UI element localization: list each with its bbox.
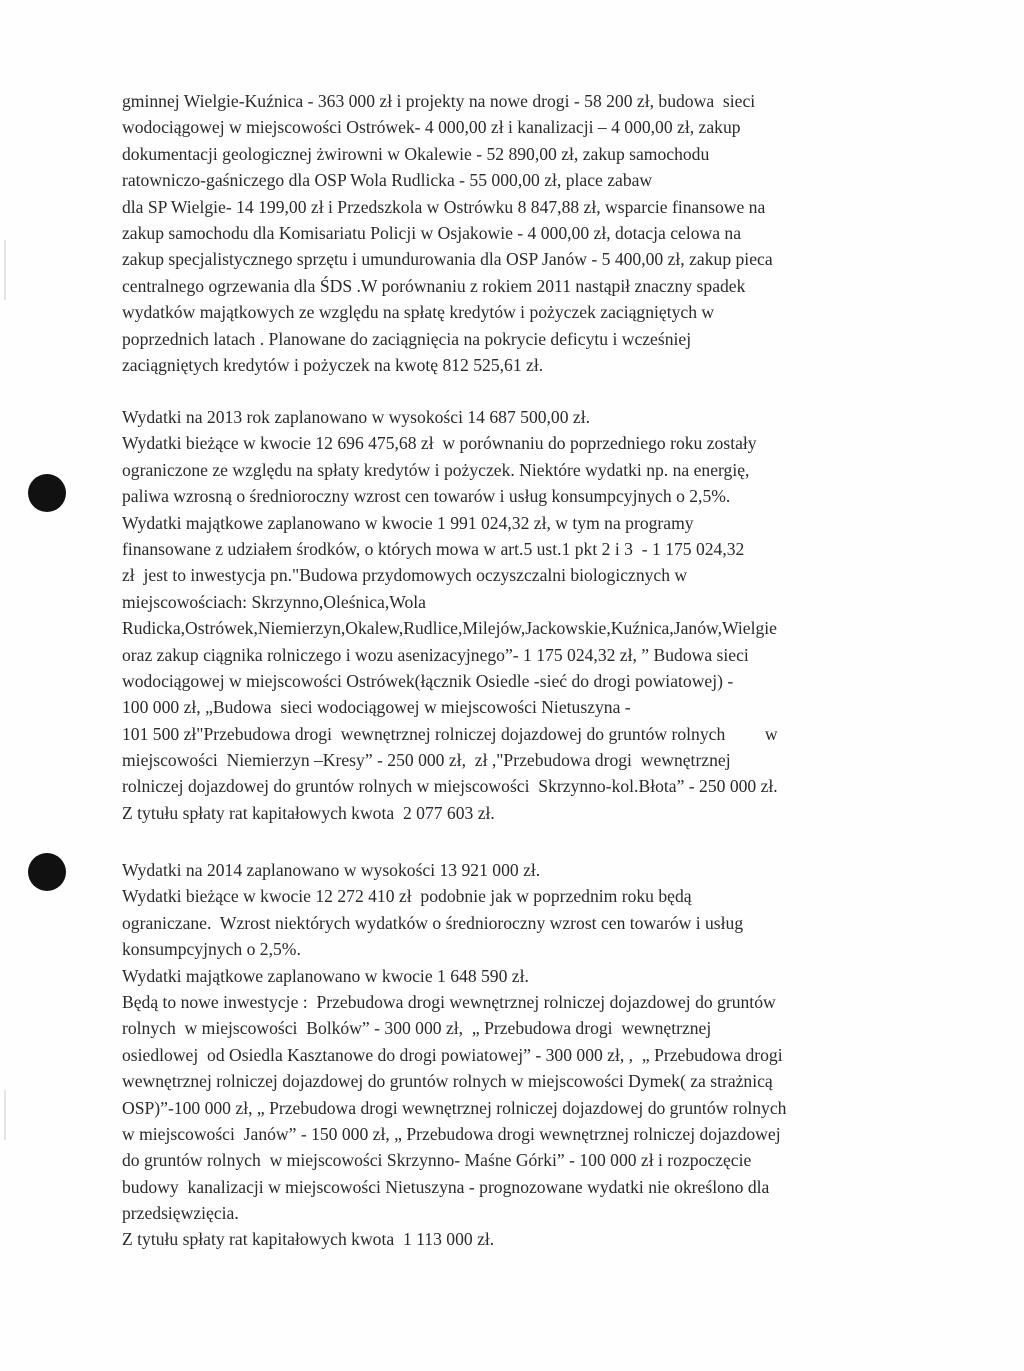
scan-margin-mark (4, 240, 6, 300)
text-line: ratowniczo-gaśniczego dla OSP Wola Rudlicka - 55 000,00 zł, place zabaw (122, 170, 653, 191)
text-line: Wydatki na 2014 zaplanowano w wysokości 13 921 000 zł. (122, 860, 541, 880)
text-line: osiedlowej od Osiedla Kasztanowe do drogi powiatowej” - 300 000 zł, , „ Przebudowa drogi (122, 1044, 783, 1065)
text-line: zakup specjalistycznego sprzętu i umundurowania dla OSP Janów - 5 400,00 zł, zakup pieca (122, 249, 773, 270)
text-line: Wydatki bieżące w kwocie 12 272 410 zł podobnie jak w poprzednim roku będą (122, 886, 692, 907)
text-line: centralnego ogrzewania dla ŚDS .W porównaniu z rokiem 2011 nastąpił znaczny spadek (122, 275, 746, 296)
paragraph-expenditures-2014 (122, 857, 922, 1253)
text-line: Wydatki bieżące w kwocie 12 696 475,68 zł w porównaniu do poprzedniego roku zostały (122, 433, 757, 454)
punch-hole (28, 474, 66, 512)
text-line: oraz zakup ciągnika rolniczego i wozu asenizacyjnego”- 1 175 024,32 zł, ” Budowa sieci (122, 644, 749, 665)
text-line: poprzednich latach . Planowane do zaciągnięcia na pokrycie deficytu i wcześniej (122, 328, 692, 349)
text-line: ograniczone ze względu na spłaty kredytów i pożyczek. Niektóre wydatki np. na energię, (122, 459, 750, 480)
text-line: gminnej Wielgie-Kuźnica - 363 000 zł i projekty na nowe drogi - 58 200 zł, budowa sieci (122, 91, 756, 111)
text-line: konsumpcyjnych o 2,5%. (122, 939, 301, 960)
text-line: Wydatki majątkowe zaplanowano w kwocie 1 648 590 zł. (122, 965, 529, 986)
text-line: miejscowościach: Skrzynno,Oleśnica,Wola (122, 591, 426, 612)
text-line: rolnych w miejscowości Bolków” - 300 000 zł, „ Przebudowa drogi wewnętrznej (122, 1018, 712, 1039)
paragraph-investments-2012 (122, 88, 922, 378)
text-line: 100 000 zł, „Budowa sieci wodociągowej w miejscowości Nietuszyna - (122, 697, 631, 718)
text-line: rolniczej dojazdowej do gruntów rolnych w miejscowości Skrzynno-kol.Błota” - 250 000 zł. (122, 776, 778, 797)
text-line: Będą to nowe inwestycje : Przebudowa drogi wewnętrznej rolniczej dojazdowej do gruntów (122, 991, 776, 1012)
text-line: do gruntów rolnych w miejscowości Skrzynno- Maśne Górki” - 100 000 zł i rozpoczęcie (122, 1150, 752, 1171)
text-line: finansowane z udziałem środków, o których mowa w art.5 ust.1 pkt 2 i 3 - 1 175 024,32 (122, 538, 745, 559)
text-line: zaciągniętych kredytów i pożyczek na kwotę 812 525,61 zł. (122, 354, 544, 375)
scan-margin-mark (4, 1090, 6, 1140)
text-line: miejscowości Niemierzyn –Kresy” - 250 000 zł, zł ,"Przebudowa drogi wewnętrznej (122, 750, 731, 771)
paragraph-expenditures-2013 (122, 404, 922, 826)
text-line: Rudicka,Ostrówek,Niemierzyn,Okalew,Rudlice,Milejów,Jackowskie,Kuźnica,Janów,Wielgie (122, 618, 777, 639)
text-line: ograniczane. Wzrost niektórych wydatków o średnioroczny wzrost cen towarów i usług (122, 912, 744, 933)
text-line: Wydatki na 2013 rok zaplanowano w wysokości 14 687 500,00 zł. (122, 407, 591, 427)
text-line: OSP)”-100 000 zł, „ Przebudowa drogi wewnętrznej rolniczej dojazdowej do gruntów rolnych (122, 1097, 787, 1118)
text-line: Z tytułu spłaty rat kapitałowych kwota 1 113 000 zł. (122, 1229, 495, 1250)
text-line: wodociągowej w miejscowości Ostrówek- 4 000,00 zł i kanalizacji – 4 000,00 zł, zakup (122, 117, 741, 138)
punch-hole (28, 853, 66, 891)
text-line: zł jest to inwestycja pn."Budowa przydomowych oczyszczalni biologicznych w (122, 565, 688, 586)
text-line: przedsięwzięcia. (122, 1203, 239, 1224)
text-line: dla SP Wielgie- 14 199,00 zł i Przedszkola w Ostrówku 8 847,88 zł, wsparcie finansowe na (122, 196, 766, 217)
text-line: zakup samochodu dla Komisariatu Policji w Osjakowie - 4 000,00 zł, dotacja celowa na (122, 222, 742, 243)
text-line: wydatków majątkowych ze względu na spłatę kredytów i pożyczek zaciągniętych w (122, 302, 715, 323)
text-line: Z tytułu spłaty rat kapitałowych kwota 2 077 603 zł. (122, 802, 495, 823)
text-line: 101 500 zł"Przebudowa drogi wewnętrznej rolniczej dojazdowej do gruntów rolnych w (122, 723, 778, 744)
text-line: budowy kanalizacji w miejscowości Nietuszyna - prognozowane wydatki nie określono dla (122, 1176, 770, 1197)
text-line: w miejscowości Janów” - 150 000 zł, „ Przebudowa drogi wewnętrznej rolniczej dojazdowej (122, 1123, 781, 1144)
text-line: wodociągowej w miejscowości Ostrówek(łącznik Osiedle -sieć do drogi powiatowej) - (122, 670, 734, 691)
text-line: paliwa wzrosną o średnioroczny wzrost cen towarów i usług konsumpcyjnych o 2,5%. (122, 486, 731, 507)
text-line: wewnętrznej rolniczej dojazdowej do gruntów rolnych w miejscowości Dymek( za strażnicą (122, 1071, 773, 1092)
text-line: dokumentacji geologicznej żwirowni w Okalewie - 52 890,00 zł, zakup samochodu (122, 143, 710, 164)
text-line: Wydatki majątkowe zaplanowano w kwocie 1 991 024,32 zł, w tym na programy (122, 512, 694, 533)
